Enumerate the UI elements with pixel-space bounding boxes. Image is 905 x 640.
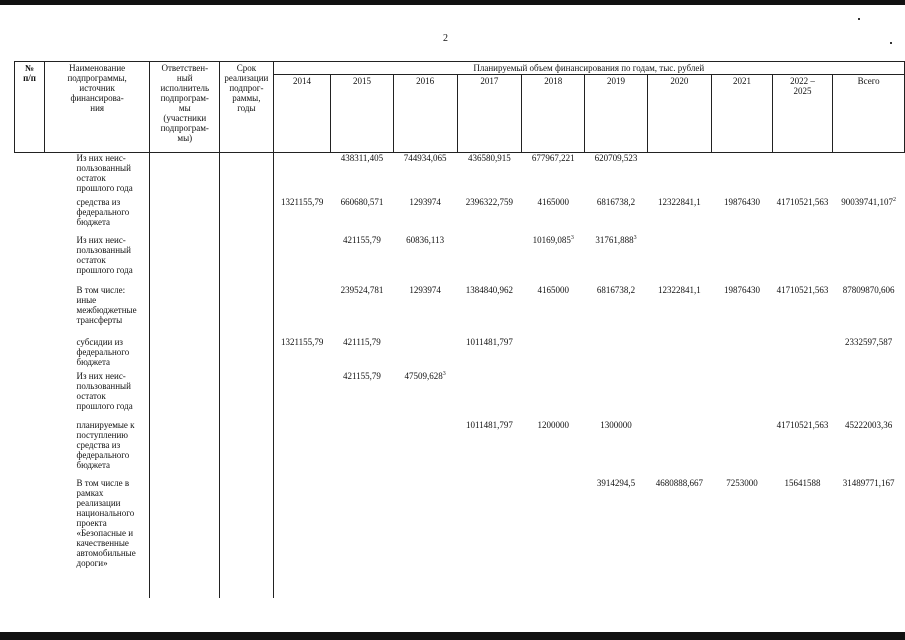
cell-no (15, 235, 45, 285)
cell-value-text: 438311,405 (340, 153, 384, 163)
cell-year-value (522, 153, 585, 197)
header-year: 2016 (393, 75, 457, 153)
cell-value-text: 41710521,563 (776, 284, 829, 295)
row-label: В том числе: иные межбюджетные трансферты (76, 284, 137, 325)
cell-responsible (150, 235, 220, 285)
cell-year-value (522, 285, 585, 337)
cell-year-value (712, 420, 773, 478)
cell-value-text: 1321155,79 (280, 336, 324, 347)
header-year: 2022 – 2025 (772, 75, 832, 153)
cell-year-value (393, 478, 457, 598)
cell-year-value (331, 420, 393, 478)
cell-no (15, 371, 45, 420)
cell-no (15, 337, 45, 371)
table-row (15, 197, 905, 235)
cell-responsible (150, 153, 220, 197)
cell-year-value (331, 371, 393, 420)
cell-total (833, 420, 905, 478)
cell-value-text: 1293974 (409, 196, 441, 207)
cell-year-value (585, 153, 647, 197)
cell-year-value (647, 478, 712, 598)
cell-year-value (457, 197, 522, 235)
cell-year-value (393, 197, 457, 235)
cell-year-value (331, 235, 393, 285)
cell-year-value (457, 371, 522, 420)
financing-table (14, 61, 905, 598)
cell-year-value (772, 337, 832, 371)
cell-value-text: 744934,065 (403, 153, 447, 163)
cell-year-value (585, 478, 647, 598)
cell-year-value (712, 153, 773, 197)
header-year: 2019 (585, 75, 647, 153)
row-label: Из них неис- пользованный остаток прошлого года (76, 234, 133, 275)
cell-year-value (647, 153, 712, 197)
cell-year-value (647, 235, 712, 285)
cell-year-value (772, 420, 832, 478)
header-term: Срок реализации подпрог- раммы, годы (220, 62, 273, 153)
cell-year-value (273, 371, 331, 420)
cell-no (15, 153, 45, 197)
cell-value-text: 41710521,563 (776, 419, 829, 430)
cell-year-value (331, 337, 393, 371)
footnote-marker: 3 (570, 234, 574, 241)
cell-value-text: 19876430 (723, 284, 760, 295)
cell-term (220, 337, 273, 371)
page-number: 2 (443, 33, 448, 44)
cell-year-value (273, 478, 331, 598)
cell-year-value (331, 153, 393, 197)
cell-value-text: 1011481,797 (465, 336, 513, 347)
cell-value-text: 1011481,797 (465, 419, 513, 430)
cell-total (833, 235, 905, 285)
cell-value-text: 1200000 (537, 419, 569, 430)
cell-total (833, 371, 905, 420)
cell-year-value (457, 285, 522, 337)
cell-value-text: 2396322,759 (465, 196, 514, 207)
cell-year-value (393, 371, 457, 420)
cell-year-value (457, 235, 522, 285)
cell-value-text: 47509,628 (404, 370, 443, 381)
cell-year-value (712, 337, 773, 371)
cell-year-value (585, 420, 647, 478)
table-row (15, 235, 905, 285)
cell-year-value (273, 420, 331, 478)
cell-total (833, 153, 905, 197)
cell-value-text: 12322841,1 (657, 284, 701, 295)
cell-value-text: 436580,915 (468, 153, 511, 163)
cell-value-text: 6816738,2 (596, 196, 636, 207)
cell-value-text: 45222003,36 (845, 419, 893, 430)
cell-year-value (273, 337, 331, 371)
cell-value-text: 3914294,5 (596, 477, 636, 488)
cell-year-value (331, 285, 393, 337)
cell-year-value (522, 197, 585, 235)
cell-value-text: 31761,888 (595, 234, 634, 245)
row-label: В том числе в рамках реализации национального проекта «Безопасные и качественные автомобильные дороги» (76, 477, 136, 568)
cell-value-text: 4165000 (537, 284, 569, 295)
cell-value-text: 7253000 (726, 477, 758, 488)
cell-value-text: 31489771,167 (842, 477, 895, 488)
footnote-marker: 2 (893, 196, 897, 203)
scan-speck (890, 42, 892, 44)
cell-term (220, 371, 273, 420)
header-responsible: Ответствен- ный исполнитель подпрограм- мы (участники подпрограм- мы) (150, 62, 220, 153)
cell-year-value (712, 235, 773, 285)
header-year: 2015 (331, 75, 393, 153)
cell-value-text: 1321155,79 (280, 196, 324, 207)
cell-value-text: 1384840,962 (465, 284, 514, 295)
cell-year-value (273, 153, 331, 197)
cell-year-value (647, 337, 712, 371)
table-row (15, 371, 905, 420)
header-total: Всего (833, 75, 905, 153)
cell-no (15, 197, 45, 235)
cell-total (833, 337, 905, 371)
cell-value-text: 421155,79 (343, 370, 381, 381)
scan-bottom-border (0, 632, 905, 640)
cell-term (220, 478, 273, 598)
cell-value-text: 2332597,587 (845, 336, 893, 347)
cell-year-value (522, 478, 585, 598)
cell-year-value (647, 197, 712, 235)
cell-value-text: 660680,571 (340, 196, 384, 207)
cell-year-value (712, 285, 773, 337)
cell-year-value (647, 371, 712, 420)
cell-year-value (772, 235, 832, 285)
cell-value-text: 41710521,563 (776, 196, 829, 207)
cell-value-text: 620709,523 (594, 153, 638, 163)
cell-no (15, 420, 45, 478)
cell-year-value (457, 478, 522, 598)
row-label: планируемые к поступлению средства из федерального бюджета (76, 419, 135, 470)
cell-year-value (647, 285, 712, 337)
header-name: Наименование подпрограммы, источник финансирова- ния (45, 62, 150, 153)
cell-year-value (273, 197, 331, 235)
cell-no (15, 285, 45, 337)
cell-value-text: 1293974 (409, 284, 441, 295)
cell-year-value (585, 197, 647, 235)
cell-value-text: 10169,085 (532, 234, 571, 245)
cell-total (833, 478, 905, 598)
cell-year-value (273, 235, 331, 285)
cell-year-value (772, 285, 832, 337)
cell-year-value (585, 285, 647, 337)
cell-value-text: 677967,221 (531, 153, 575, 163)
cell-value-text: 12322841,1 (657, 196, 701, 207)
cell-term (220, 420, 273, 478)
scan-speck (858, 18, 860, 20)
header-year: 2021 (712, 75, 773, 153)
cell-term (220, 153, 273, 197)
header-year: 2018 (522, 75, 585, 153)
cell-year-value (393, 285, 457, 337)
row-label: субсидии из федерального бюджета (76, 336, 130, 367)
cell-value-text: 15641588 (784, 477, 821, 488)
cell-year-value (393, 235, 457, 285)
cell-responsible (150, 371, 220, 420)
cell-year-value (393, 153, 457, 197)
table-row (15, 337, 905, 371)
scan-top-border (0, 0, 905, 5)
cell-total (833, 285, 905, 337)
cell-responsible (150, 420, 220, 478)
cell-term (220, 235, 273, 285)
cell-year-value (331, 478, 393, 598)
cell-value-text: 239524,781 (340, 284, 384, 295)
cell-year-value (585, 337, 647, 371)
header-year: 2014 (273, 75, 331, 153)
cell-value-text: 1300000 (600, 419, 632, 430)
cell-no (15, 478, 45, 598)
table-row (15, 478, 905, 598)
cell-year-value (772, 153, 832, 197)
cell-value-text: 6816738,2 (596, 284, 636, 295)
cell-term (220, 285, 273, 337)
cell-year-value (522, 337, 585, 371)
cell-year-value (273, 285, 331, 337)
cell-year-value (522, 420, 585, 478)
cell-value-text: 4165000 (537, 196, 569, 207)
cell-value-text: 4680888,667 (655, 477, 703, 488)
footnote-marker: 3 (633, 234, 637, 241)
cell-responsible (150, 337, 220, 371)
cell-responsible (150, 197, 220, 235)
cell-responsible (150, 478, 220, 598)
cell-value-text: 87809870,606 (842, 284, 895, 295)
cell-year-value (712, 371, 773, 420)
row-label: средства из федерального бюджета (76, 196, 130, 227)
cell-year-value (647, 420, 712, 478)
table-row (15, 420, 905, 478)
cell-value-text: 421115,79 (343, 336, 381, 347)
table-row (15, 285, 905, 337)
cell-value-text: 60836,113 (406, 234, 445, 245)
cell-year-value (585, 235, 647, 285)
cell-value-text: 19876430 (723, 196, 760, 207)
cell-responsible (150, 285, 220, 337)
cell-year-value (522, 235, 585, 285)
header-funding: Планируемый объем финансирования по годам, тыс. рублей (273, 62, 904, 75)
cell-year-value (772, 197, 832, 235)
cell-year-value (522, 371, 585, 420)
footnote-marker: 3 (442, 370, 446, 377)
cell-value-text: 90039741,107 (841, 196, 894, 207)
cell-year-value (393, 420, 457, 478)
cell-year-value (393, 337, 457, 371)
cell-year-value (772, 478, 832, 598)
row-label: Из них неис- пользованный остаток прошлого года (76, 153, 133, 193)
cell-total (833, 197, 905, 235)
cell-value-text: 421155,79 (343, 234, 381, 245)
cell-year-value (772, 371, 832, 420)
table-row (15, 153, 905, 197)
header-no: № п/п (15, 62, 45, 153)
cell-year-value (712, 197, 773, 235)
row-label: Из них неис- пользованный остаток прошлого года (76, 370, 133, 411)
cell-year-value (457, 153, 522, 197)
header-year: 2020 (647, 75, 712, 153)
cell-year-value (457, 337, 522, 371)
cell-year-value (585, 371, 647, 420)
cell-term (220, 197, 273, 235)
cell-year-value (331, 197, 393, 235)
cell-year-value (457, 420, 522, 478)
header-year: 2017 (457, 75, 522, 153)
cell-year-value (712, 478, 773, 598)
